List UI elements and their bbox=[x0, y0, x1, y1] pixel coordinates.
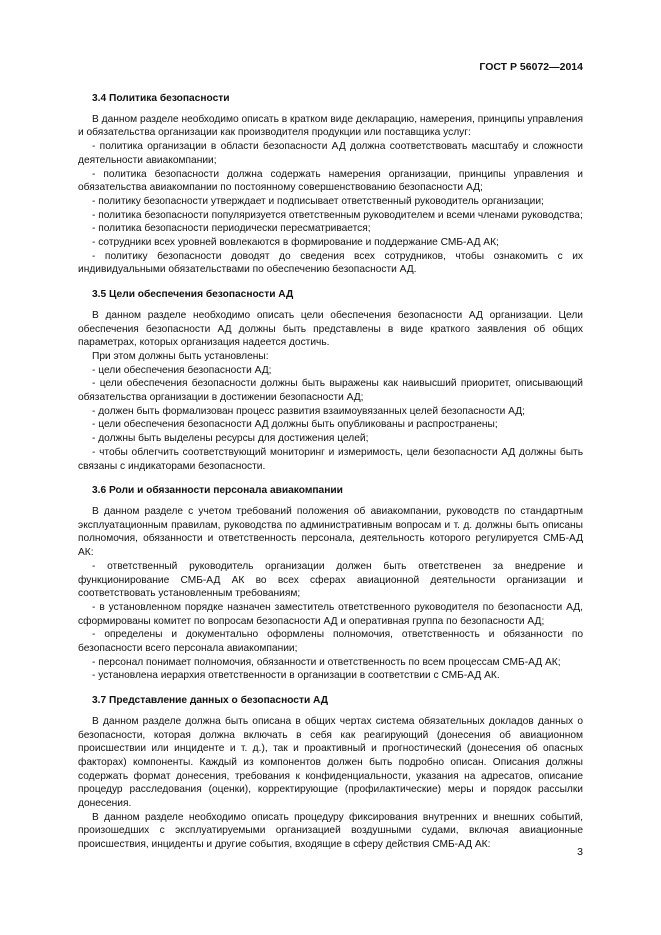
list-item: - политика безопасности периодически пересматривается; bbox=[92, 223, 371, 235]
list-item: - сотрудники всех уровней вовлекаются в формирование и поддержание СМБ-АД АК; bbox=[92, 237, 499, 249]
section-title: 3.6 Роли и обязанности персонала авиакомпании bbox=[92, 485, 343, 497]
list-item: - политика безопасности популяризуется ответственным руководителем и всеми членами руководства; bbox=[92, 209, 583, 221]
paragraph: В данном разделе необходимо описать процедуру фиксирования внутренних и внешних событий, произошедших с эксплуатируемыми организацией воздушными судами, включая авиационные происшествия, инциденты и другие события, входящие в сферу действия СМБ-АД АК: bbox=[78, 811, 583, 851]
paragraph: В данном разделе необходимо описать цели обеспечения безопасности АД организации. Цели обеспечения безопасности АД должны быть представлены в виде краткого заявления об общих параметрах, которых организация надеется достичь. bbox=[78, 309, 583, 349]
paragraph: В данном разделе необходимо описать в кратком виде декларацию, намерения, принципы управления и обязательства организации как производителя продукции или поставщика услуг: bbox=[78, 113, 583, 139]
section-title: 3.4 Политика безопасности bbox=[92, 93, 230, 104]
list-item: - в установленном порядке назначен заместитель ответственного руководителя по безопасности АД, сформированы комитет по вопросам безопасности АД и оперативная группа по безопасности АД; bbox=[78, 601, 583, 627]
section bbox=[78, 694, 583, 852]
section bbox=[78, 288, 583, 473]
list-item: - цели обеспечения безопасности АД; bbox=[92, 364, 272, 376]
list-item: - должны быть выделены ресурсы для достижения целей; bbox=[92, 433, 369, 445]
standard-designation: ГОСТ Р 56072—2014 bbox=[479, 61, 583, 73]
section-title: 3.7 Представление данных о безопасности АД bbox=[92, 695, 329, 707]
list-item: - политику безопасности доводят до сведения всех сотрудников, чтобы ознакомить с их индивидуальными обязательствами по обеспечению безопасности АД. bbox=[78, 250, 583, 276]
paragraph: В данном разделе должна быть описана в общих чертах система обязательных докладов данных о безопасности, которая должна включать в себя как реагирующий (донесения об авиационном происшествии или инциденте и т. д.), так и проактивный и прогностический (донесения об опасных факторах) компоненты. Каждый из компонентов должен быть подробно описан. Описания должны содержать формат донесения, требования к конфиденциальности, указания на адресатов, описание процедур расследования (оценки), корректирующие (профилактические) меры и порядок рассылки донесения. bbox=[78, 715, 583, 810]
paragraph: При этом должны быть установлены: bbox=[92, 350, 269, 362]
list-item: - политика безопасности должна содержать намерения организации, принципы управления и обязательства авиакомпании по постоянному совершенствованию безопасности АД; bbox=[78, 168, 583, 194]
list-item: - должен быть формализован процесс развития взаимоувязанных целей безопасности АД; bbox=[92, 405, 525, 417]
section bbox=[78, 484, 583, 683]
list-item: - политику безопасности утверждает и подписывает ответственный руководитель организации; bbox=[92, 195, 544, 207]
paragraph: В данном разделе с учетом требований положения об авиакомпании, руководств по стандартным эксплуатационным правилам, руководства по административным вопросам и т. д. должны быть описаны полномочия, обязанности и ответственность персонала, деятельность которого регулируется СМБ-АД АК: bbox=[78, 505, 583, 559]
section-title: 3.5 Цели обеспечения безопасности АД bbox=[92, 289, 294, 301]
list-item: - цели обеспечения безопасности АД должны быть опубликованы и распространены; bbox=[92, 419, 498, 431]
page-number: 3 bbox=[577, 846, 583, 858]
list-item: - ответственный руководитель организации должен быть ответственен за внедрение и функционирование СМБ-АД АК во всех сферах авиационной деятельности организации и соответствовать установленным требованиям; bbox=[78, 560, 583, 600]
list-item: - персонал понимает полномочия, обязанности и ответственность по всем процессам СМБ-АД АК; bbox=[92, 656, 561, 668]
list-item: - цели обеспечения безопасности должны быть выражены как наивысший приоритет, описывающий обязательства организации в достижении безопасности АД; bbox=[78, 378, 583, 404]
list-item: - чтобы облегчить соответствующий мониторинг и измеримость, цели безопасности АД должны быть связаны с индикаторами безопасности. bbox=[78, 446, 583, 472]
list-item: - определены и документально оформлены полномочия, ответственность и обязанности по безопасности всего персонала авиакомпании; bbox=[78, 629, 583, 655]
list-item: - политика организации в области безопасности АД должна соответствовать масштабу и сложности деятельности авиакомпании; bbox=[78, 141, 583, 166]
document-body bbox=[78, 92, 583, 863]
section bbox=[78, 92, 583, 277]
list-item: - установлена иерархия ответственности в организации в соответствии с СМБ-АД АК. bbox=[92, 670, 500, 682]
